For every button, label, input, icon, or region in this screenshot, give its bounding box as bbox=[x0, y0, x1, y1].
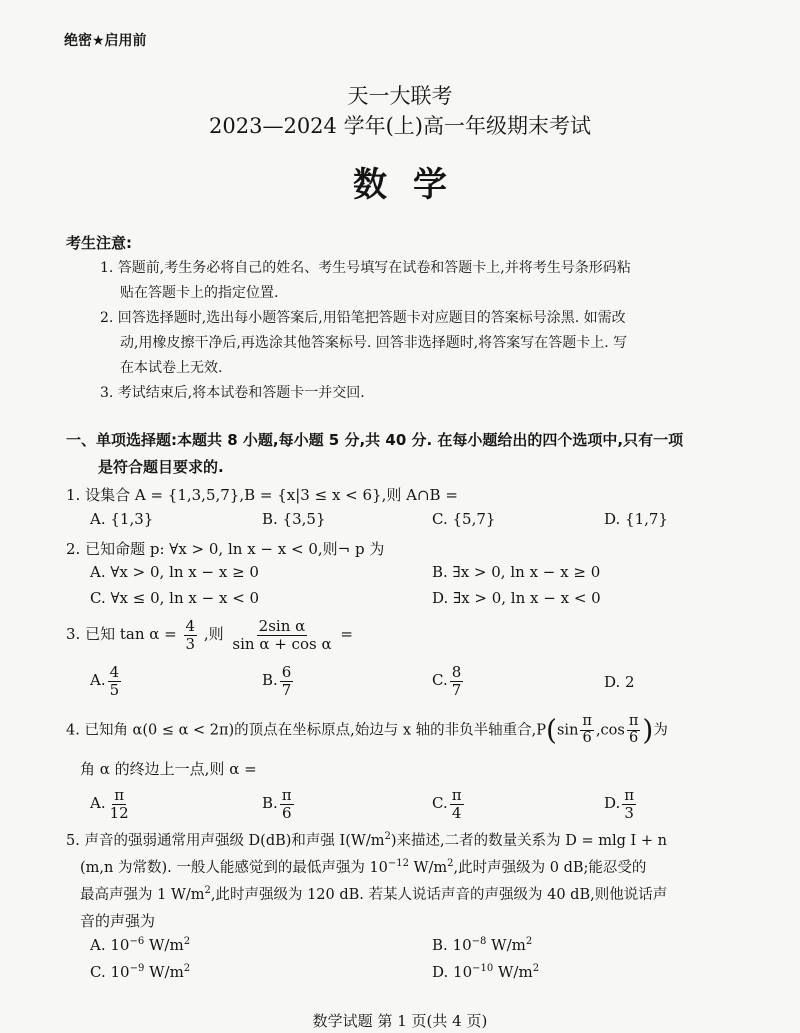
fraction-numerator: π bbox=[624, 786, 635, 804]
q2-option-b: B. ∃x > 0, ln x − x ≥ 0 bbox=[432, 563, 601, 581]
superscript: −9 bbox=[129, 963, 145, 974]
question-5-line-2 bbox=[80, 856, 646, 877]
superscript: 2 bbox=[525, 936, 533, 947]
question-2-stem: 2. 已知命题 p: ∀x > 0, ln x − x < 0,则¬ p 为 bbox=[66, 540, 385, 558]
fraction-numerator: π bbox=[451, 786, 462, 804]
q3-option-b bbox=[262, 664, 295, 698]
fraction-numerator: π bbox=[281, 786, 292, 804]
fraction-numerator: π bbox=[628, 713, 639, 729]
option-fraction bbox=[622, 787, 636, 821]
page-footer: 数学试题 第 1 页(共 4 页) bbox=[312, 1012, 488, 1030]
superscript: 2 bbox=[204, 885, 211, 897]
confidential-label: 绝密★启用前 bbox=[64, 33, 147, 49]
question-5-line-1 bbox=[66, 829, 667, 850]
option-label: C. bbox=[432, 671, 448, 689]
q4-cos-fraction bbox=[627, 714, 641, 747]
q3-option-d: D. 2 bbox=[604, 673, 635, 691]
question-3-stem bbox=[66, 618, 353, 652]
superscript: 2 bbox=[384, 831, 391, 843]
q4-option-c bbox=[432, 787, 466, 821]
q4-point-label: P bbox=[536, 722, 547, 739]
option-label: D. bbox=[604, 794, 621, 812]
fraction-numerator: 4 bbox=[109, 663, 120, 681]
superscript: 2 bbox=[183, 963, 191, 974]
option-label: B. bbox=[262, 671, 278, 689]
notice-line: 贴在答题卡上的指定位置. bbox=[120, 285, 279, 301]
fraction-numerator: 8 bbox=[451, 663, 462, 681]
option-fraction bbox=[280, 664, 294, 698]
option-fraction bbox=[108, 664, 122, 698]
question-5-line-3 bbox=[80, 883, 667, 904]
notice-line: 1. 答题前,考生务必将自己的姓名、考生号填写在试卷和答题卡上,并将考生号条形码粘 bbox=[100, 260, 631, 276]
option-label: A. bbox=[90, 794, 106, 812]
superscript: −10 bbox=[472, 963, 494, 974]
notice-line: 动,用橡皮擦干净后,再选涂其他答案标号. 回答非选择题时,将答案写在答题卡上. 写 bbox=[120, 335, 628, 351]
q4-sin-fraction bbox=[580, 714, 594, 747]
q4-sin-label: sin bbox=[556, 722, 579, 739]
option-fraction bbox=[280, 787, 294, 821]
q4-suffix: 为 bbox=[653, 722, 668, 739]
superscript: −8 bbox=[471, 936, 487, 947]
option-text: A. 10 bbox=[90, 936, 130, 954]
option-text: W/m bbox=[493, 963, 533, 981]
option-label: A. bbox=[90, 671, 106, 689]
option-label: C. bbox=[432, 794, 448, 812]
subject-title: 数学 bbox=[353, 165, 473, 205]
question-4-stem bbox=[66, 714, 668, 747]
notice-line: 3. 考试结束后,将本试卷和答题卡一并交回. bbox=[100, 385, 365, 401]
q4-option-a bbox=[90, 787, 133, 821]
q5-option-d bbox=[432, 963, 539, 981]
q4-option-b bbox=[262, 787, 296, 821]
fraction-denominator: 6 bbox=[281, 803, 292, 822]
q2-option-d: D. ∃x > 0, ln x − x < 0 bbox=[432, 589, 601, 607]
superscript: 2 bbox=[532, 963, 540, 974]
q1-option-b: B. {3,5} bbox=[262, 510, 326, 528]
q3-option-a bbox=[90, 664, 123, 698]
superscript: 2 bbox=[447, 858, 454, 870]
q4-cos-label: ,cos bbox=[595, 722, 625, 739]
fraction-numerator: π bbox=[114, 786, 125, 804]
option-text: D. 10 bbox=[432, 963, 473, 981]
notice-line: 在本试卷上无效. bbox=[120, 360, 223, 376]
q5-text: (m,n 为常数). 一般人能感觉到的最低声强为 10 bbox=[80, 860, 388, 876]
option-text: W/m bbox=[144, 963, 184, 981]
q2-option-a: A. ∀x > 0, ln x − x ≥ 0 bbox=[90, 563, 259, 581]
question-1-stem: 1. 设集合 A = {1,3,5,7},B = {x|3 ≤ x < 6},则 A∩B = bbox=[66, 486, 458, 504]
organizer-title: 天一大联考 bbox=[347, 84, 453, 108]
superscript: 2 bbox=[183, 936, 191, 947]
fraction-numerator: 6 bbox=[281, 663, 292, 681]
fraction-denominator: 6 bbox=[582, 729, 592, 746]
question-5-line-4: 音的声强为 bbox=[80, 912, 156, 930]
q5-option-b bbox=[432, 936, 532, 954]
option-text: B. 10 bbox=[432, 936, 472, 954]
q3-expression-fraction bbox=[230, 618, 333, 652]
q1-option-a: A. {1,3} bbox=[90, 510, 154, 528]
option-text: C. 10 bbox=[90, 963, 130, 981]
superscript: −12 bbox=[387, 858, 410, 870]
q3-tan-fraction bbox=[184, 618, 198, 652]
q3-suffix: = bbox=[340, 625, 353, 643]
fraction-denominator: 12 bbox=[109, 803, 129, 822]
fraction-denominator: 7 bbox=[451, 680, 462, 699]
fraction-denominator: sin α + cos α bbox=[232, 634, 332, 653]
exam-title: 2023—2024 学年(上)高一年级期末考试 bbox=[209, 114, 591, 138]
question-4-stem-cont: 角 α 的终边上一点,则 α = bbox=[80, 760, 257, 778]
option-text: W/m bbox=[144, 936, 184, 954]
option-fraction bbox=[450, 664, 464, 698]
q2-option-c: C. ∀x ≤ 0, ln x − x < 0 bbox=[90, 589, 260, 607]
fraction-denominator: 3 bbox=[624, 803, 634, 822]
option-fraction bbox=[450, 787, 464, 821]
q5-text: 最高声强为 1 W/m bbox=[80, 887, 205, 903]
q3-prefix: 3. 已知 tan α = bbox=[66, 625, 177, 643]
option-text: W/m bbox=[486, 936, 526, 954]
fraction-numerator: 4 bbox=[185, 617, 196, 635]
q4-option-d bbox=[604, 787, 638, 821]
option-fraction bbox=[108, 787, 131, 821]
notice-line: 2. 回答选择题时,选出每小题答案后,用铅笔把答题卡对应题目的答案标号涂黑. 如需改 bbox=[100, 310, 626, 326]
section-heading: 一、单项选择题:本题共 8 小题,每小题 5 分,共 40 分. 在每小题给出的四个选项中,只有一项 bbox=[66, 431, 684, 449]
fraction-denominator: 5 bbox=[109, 680, 120, 699]
notice-title: 考生注意: bbox=[66, 234, 132, 252]
q5-text: 5. 声音的强弱通常用声强级 D(dB)和声强 I(W/m bbox=[66, 833, 385, 849]
option-label: B. bbox=[262, 794, 278, 812]
q5-text: )来描述,二者的数量关系为 D = mlg I + n bbox=[390, 833, 667, 849]
section-heading-cont: 是符合题目要求的. bbox=[98, 458, 224, 476]
superscript: −6 bbox=[129, 936, 145, 947]
fraction-denominator: 6 bbox=[628, 729, 639, 746]
q3-mid: ,则 bbox=[203, 625, 224, 643]
q4-prefix: 4. 已知角 α(0 ≤ α < 2π)的顶点在坐标原点,始边与 x 轴的非负半轴重合, bbox=[66, 722, 537, 739]
q5-text: ,此时声强级为 0 dB;能忍受的 bbox=[453, 860, 647, 876]
fraction-numerator: π bbox=[582, 713, 592, 729]
fraction-numerator: 2sin α bbox=[258, 617, 306, 635]
right-paren: ) bbox=[642, 713, 654, 747]
fraction-denominator: 3 bbox=[185, 634, 196, 653]
q3-option-c bbox=[432, 664, 465, 698]
q5-text: ,此时声强级为 120 dB. 若某人说话声音的声强级为 40 dB,则他说话声 bbox=[210, 887, 668, 903]
q5-option-a bbox=[90, 936, 190, 954]
q5-option-c bbox=[90, 963, 190, 981]
q5-text: W/m bbox=[409, 860, 448, 876]
left-paren: ( bbox=[546, 713, 557, 747]
q1-option-d: D. {1,7} bbox=[604, 510, 668, 528]
fraction-denominator: 7 bbox=[281, 680, 292, 699]
fraction-denominator: 4 bbox=[451, 803, 462, 822]
q1-option-c: C. {5,7} bbox=[432, 510, 496, 528]
